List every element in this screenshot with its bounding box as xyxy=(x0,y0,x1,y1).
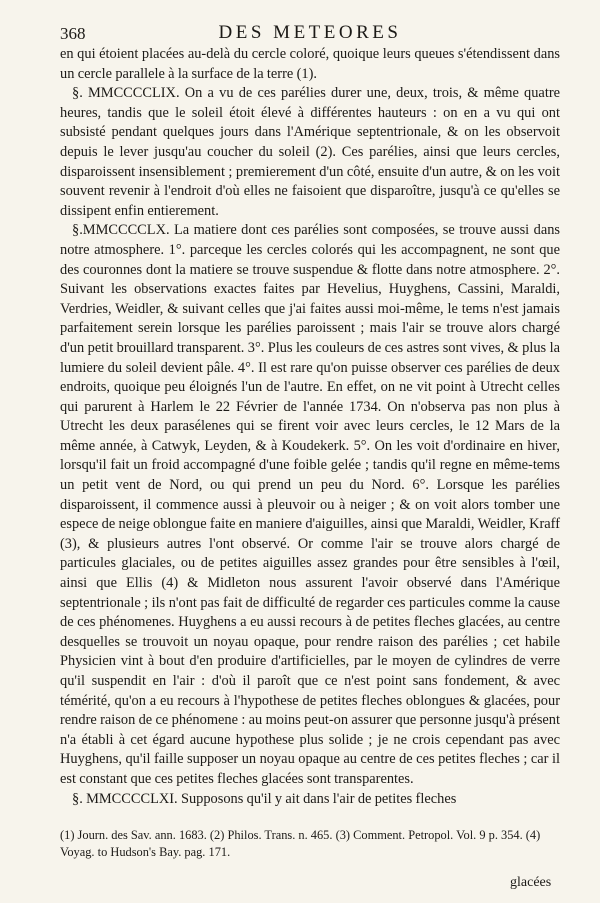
paragraph-continuation: en qui étoient placées au-delà du cercle coloré, quoique leurs queues s'étendissent dans un cercle parallele à la surface de la terre (1). xyxy=(60,46,560,82)
footnote-text: (1) Journ. des Sav. ann. 1683. (2) Philos. Trans. n. 465. (3) Comment. Petropol. Vol. 9 p. 354. (4) Voyag. to Hudson's Bay. pag. 171. xyxy=(60,828,541,859)
paragraph-mmccccclxi: §. MMCCCCLXI. Supposons qu'il y ait dans l'air de petites fleches xyxy=(72,790,457,807)
paragraph-mmccccclx: §.MMCCCCLX. La matiere dont ces parélies sont composées, se trouve aussi dans notre atmosphere. 1°. parceque les cercles colorés qui les accompagnent, ne sont que des couronnes dont la matiere se trouve suspendue & flotte dans notre atmosphere. 2°. Suivant les observations exactes faites par Hevelius, Huyghens, Cassini, Maraldi, Verdries, Weidler, & suivant celles que j'ai faites aussi moi-même, le tems n'est jamais parfaitement serein lorsque les parélies paroissent ; mais l'air se trouve alors chargé d'un petit brouillard transparent. 3°. Plus les couleurs de ces astres sont vives, & plus la lumiere du soleil devient pâle. 4°. Il est rare qu'on puisse observer ces parélies de deux endroits, quoique peu éloignés l'un de l'autre. En effet, on ne vit point à Utrecht celles qui parurent à Harlem le 22 Février de l'année 1734. On n'observa pas non plus à Utrecht les deux parasélenes qui se firent voir avec leurs cercles, le 12 Mars de la même année, à Catwyk, Leyden, & à Koudekerk. 5°. On les voit d'ordinaire en hiver, lorsqu'il fait un froid accompagné d'une foible gelée ; tandis qu'il regne en même-tems un petit vent de Nord, ou qui prend un peu du Nord. 6°. Lorsque les parélies disparoissent, il commence aussi à pleuvoir ou à neiger ; & on voit alors tomber une espece de neige oblongue faite en maniere d'aiguilles, ainsi que Maraldi, Weidler, Kraff (3), & plusieurs autres l'ont observé. Or comme l'air se trouve alors chargé de particules glaciales, ou de petites aiguilles assez grandes pour être sensibles à l'œil, ainsi que Ellis (4) & Midleton nous assurent l'avoir observé dans l'Amérique septentrionale ; ils n'ont pas fait de difficulté de regarder ces particules comme la cause de ces phénomenes. Huyghens a eu aussi recours à de petites fleches glacées, au centre desquelles se trouvoit un noyau opaque, pour rendre raison des parélies ; cet habile Physicien vint à bout d'en produire d'artificielles, par le moyen de cylindres de verre qu'il suspendit en l'air : d'où il paroît que ce n'est point sans fondement, & avec témérité, qu'on a eu recours à l'hypothese de petites fleches oblongues & glacées, pour rendre raison de ce phénomene : au moins peut-on assurer que personne jusqu'à présent n'a établi à cet égard aucune hypothese plus solide ; je ne crois cependant pas avec Huyghens, qu'il faille supposer un noyau opaque au centre de ces petites fleches ; car il est constant que ces petites fleches glacées sont transparentes. xyxy=(60,222,560,787)
catchword: glacées xyxy=(510,875,552,890)
running-head xyxy=(60,20,560,48)
page-number: 368 xyxy=(60,24,86,43)
body-text xyxy=(60,45,560,809)
paragraph-mmccccclix: §. MMCCCCLIX. On a vu de ces parélies durer une, deux, trois, & même quatre heures, tandis que le soleil étoit élevé à différentes hauteurs : on en a vu qui ont subsisté pendant quelques jours dans l'Amérique septentrionale, & on les observoit depuis le lever jusqu'au coucher du soleil (2). Ces parélies, ainsi que leurs cercles, disparoissent insensiblement ; premierement d'un côté, ensuite d'un autre, & on les voit souvent revenir à l'endroit d'où elles ne faisoient que disparoître, jusqu'à ce qu'elles se dissipent enfin entierement. xyxy=(60,85,560,219)
running-title: DES METEORES xyxy=(218,22,402,43)
footnotes xyxy=(60,827,560,861)
